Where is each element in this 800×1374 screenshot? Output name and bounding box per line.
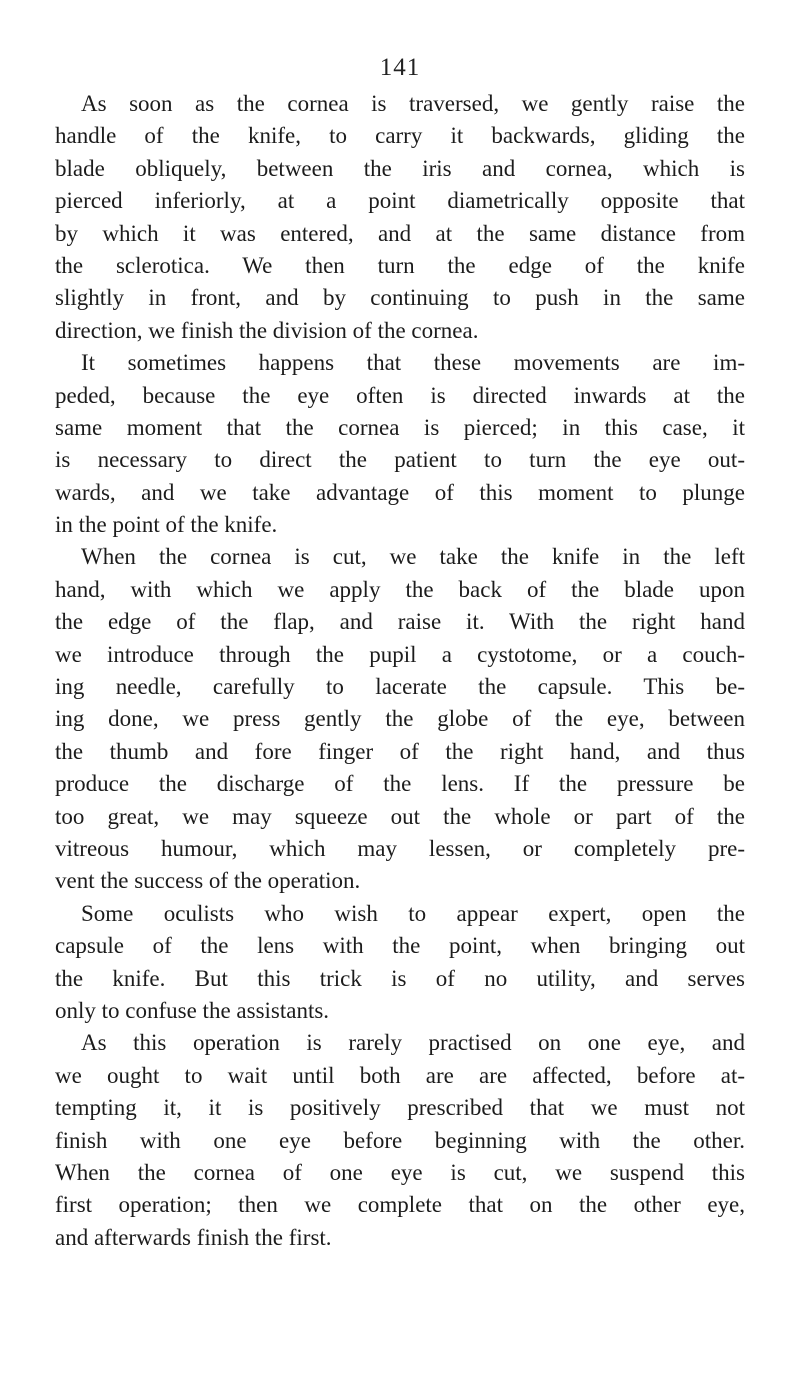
text-line: capsule of the lens with the point, when bringing out	[55, 933, 745, 959]
text-line: we ought to wait until both are are affected, before at-	[55, 1062, 745, 1088]
text-line: slightly in front, and by continuing to push in the same	[55, 285, 745, 311]
text-line: pierced inferiorly, at a point diametrically opposite that	[55, 188, 745, 214]
text-line: by which it was entered, and at the same distance from	[55, 220, 745, 246]
text-line: is necessary to direct the patient to turn the eye out-	[55, 447, 745, 473]
text-line: When the cornea is cut, we take the knife in the left	[81, 544, 745, 570]
text-line: the thumb and fore finger of the right hand, and thus	[55, 738, 745, 764]
text-line: too great, we may squeeze out the whole or part of the	[55, 803, 745, 829]
text-line: As soon as the cornea is traversed, we gently raise the	[81, 91, 745, 116]
text-line: produce the discharge of the lens. If the pressure be	[55, 771, 745, 797]
text-line: Some oculists who wish to appear expert, open the	[81, 900, 745, 926]
text-line: As this operation is rarely practised on one eye, and	[81, 1030, 745, 1056]
text-line: in the point of the knife.	[55, 512, 278, 538]
page-number: 141	[379, 54, 421, 81]
text-line: ing needle, carefully to lacerate the capsule. This be-	[55, 674, 745, 700]
text-line: wards, and we take advantage of this moment to plunge	[55, 479, 745, 505]
text-line: When the cornea of one eye is cut, we suspend this	[55, 1159, 745, 1185]
text-line: the edge of the flap, and raise it. With the right hand	[55, 609, 745, 635]
text-line: only to confuse the assistants.	[55, 997, 330, 1023]
text-line: the knife. But this trick is of no utility, and serves	[55, 965, 745, 991]
text-line: tempting it, it is positively prescribed that we must not	[55, 1095, 745, 1121]
text-line: the sclerotica. We then turn the edge of the knife	[55, 252, 745, 278]
text-line: direction, we finish the division of the cornea.	[55, 317, 479, 343]
text-line: first operation; then we complete that on the other eye,	[55, 1192, 745, 1218]
body-text	[55, 88, 745, 1254]
text-line: peded, because the eye often is directed inwards at the	[55, 382, 745, 408]
text-line: same moment that the cornea is pierced; in this case, it	[55, 414, 745, 440]
text-line: vitreous humour, which may lessen, or completely pre-	[55, 835, 745, 861]
text-line: and afterwards finish the first.	[55, 1224, 332, 1250]
text-line: we introduce through the pupil a cystotome, or a couch-	[55, 641, 745, 667]
text-line: finish with one eye before beginning with the other.	[55, 1127, 745, 1153]
text-line: handle of the knife, to carry it backwards, gliding the	[55, 123, 745, 149]
text-line: blade obliquely, between the iris and cornea, which is	[55, 155, 745, 181]
text-line: It sometimes happens that these movements are im-	[81, 350, 745, 376]
text-line: hand, with which we apply the back of the blade upon	[55, 576, 745, 602]
text-line: ing done, we press gently the globe of the eye, between	[55, 706, 745, 732]
text-line: vent the success of the operation.	[55, 868, 361, 894]
